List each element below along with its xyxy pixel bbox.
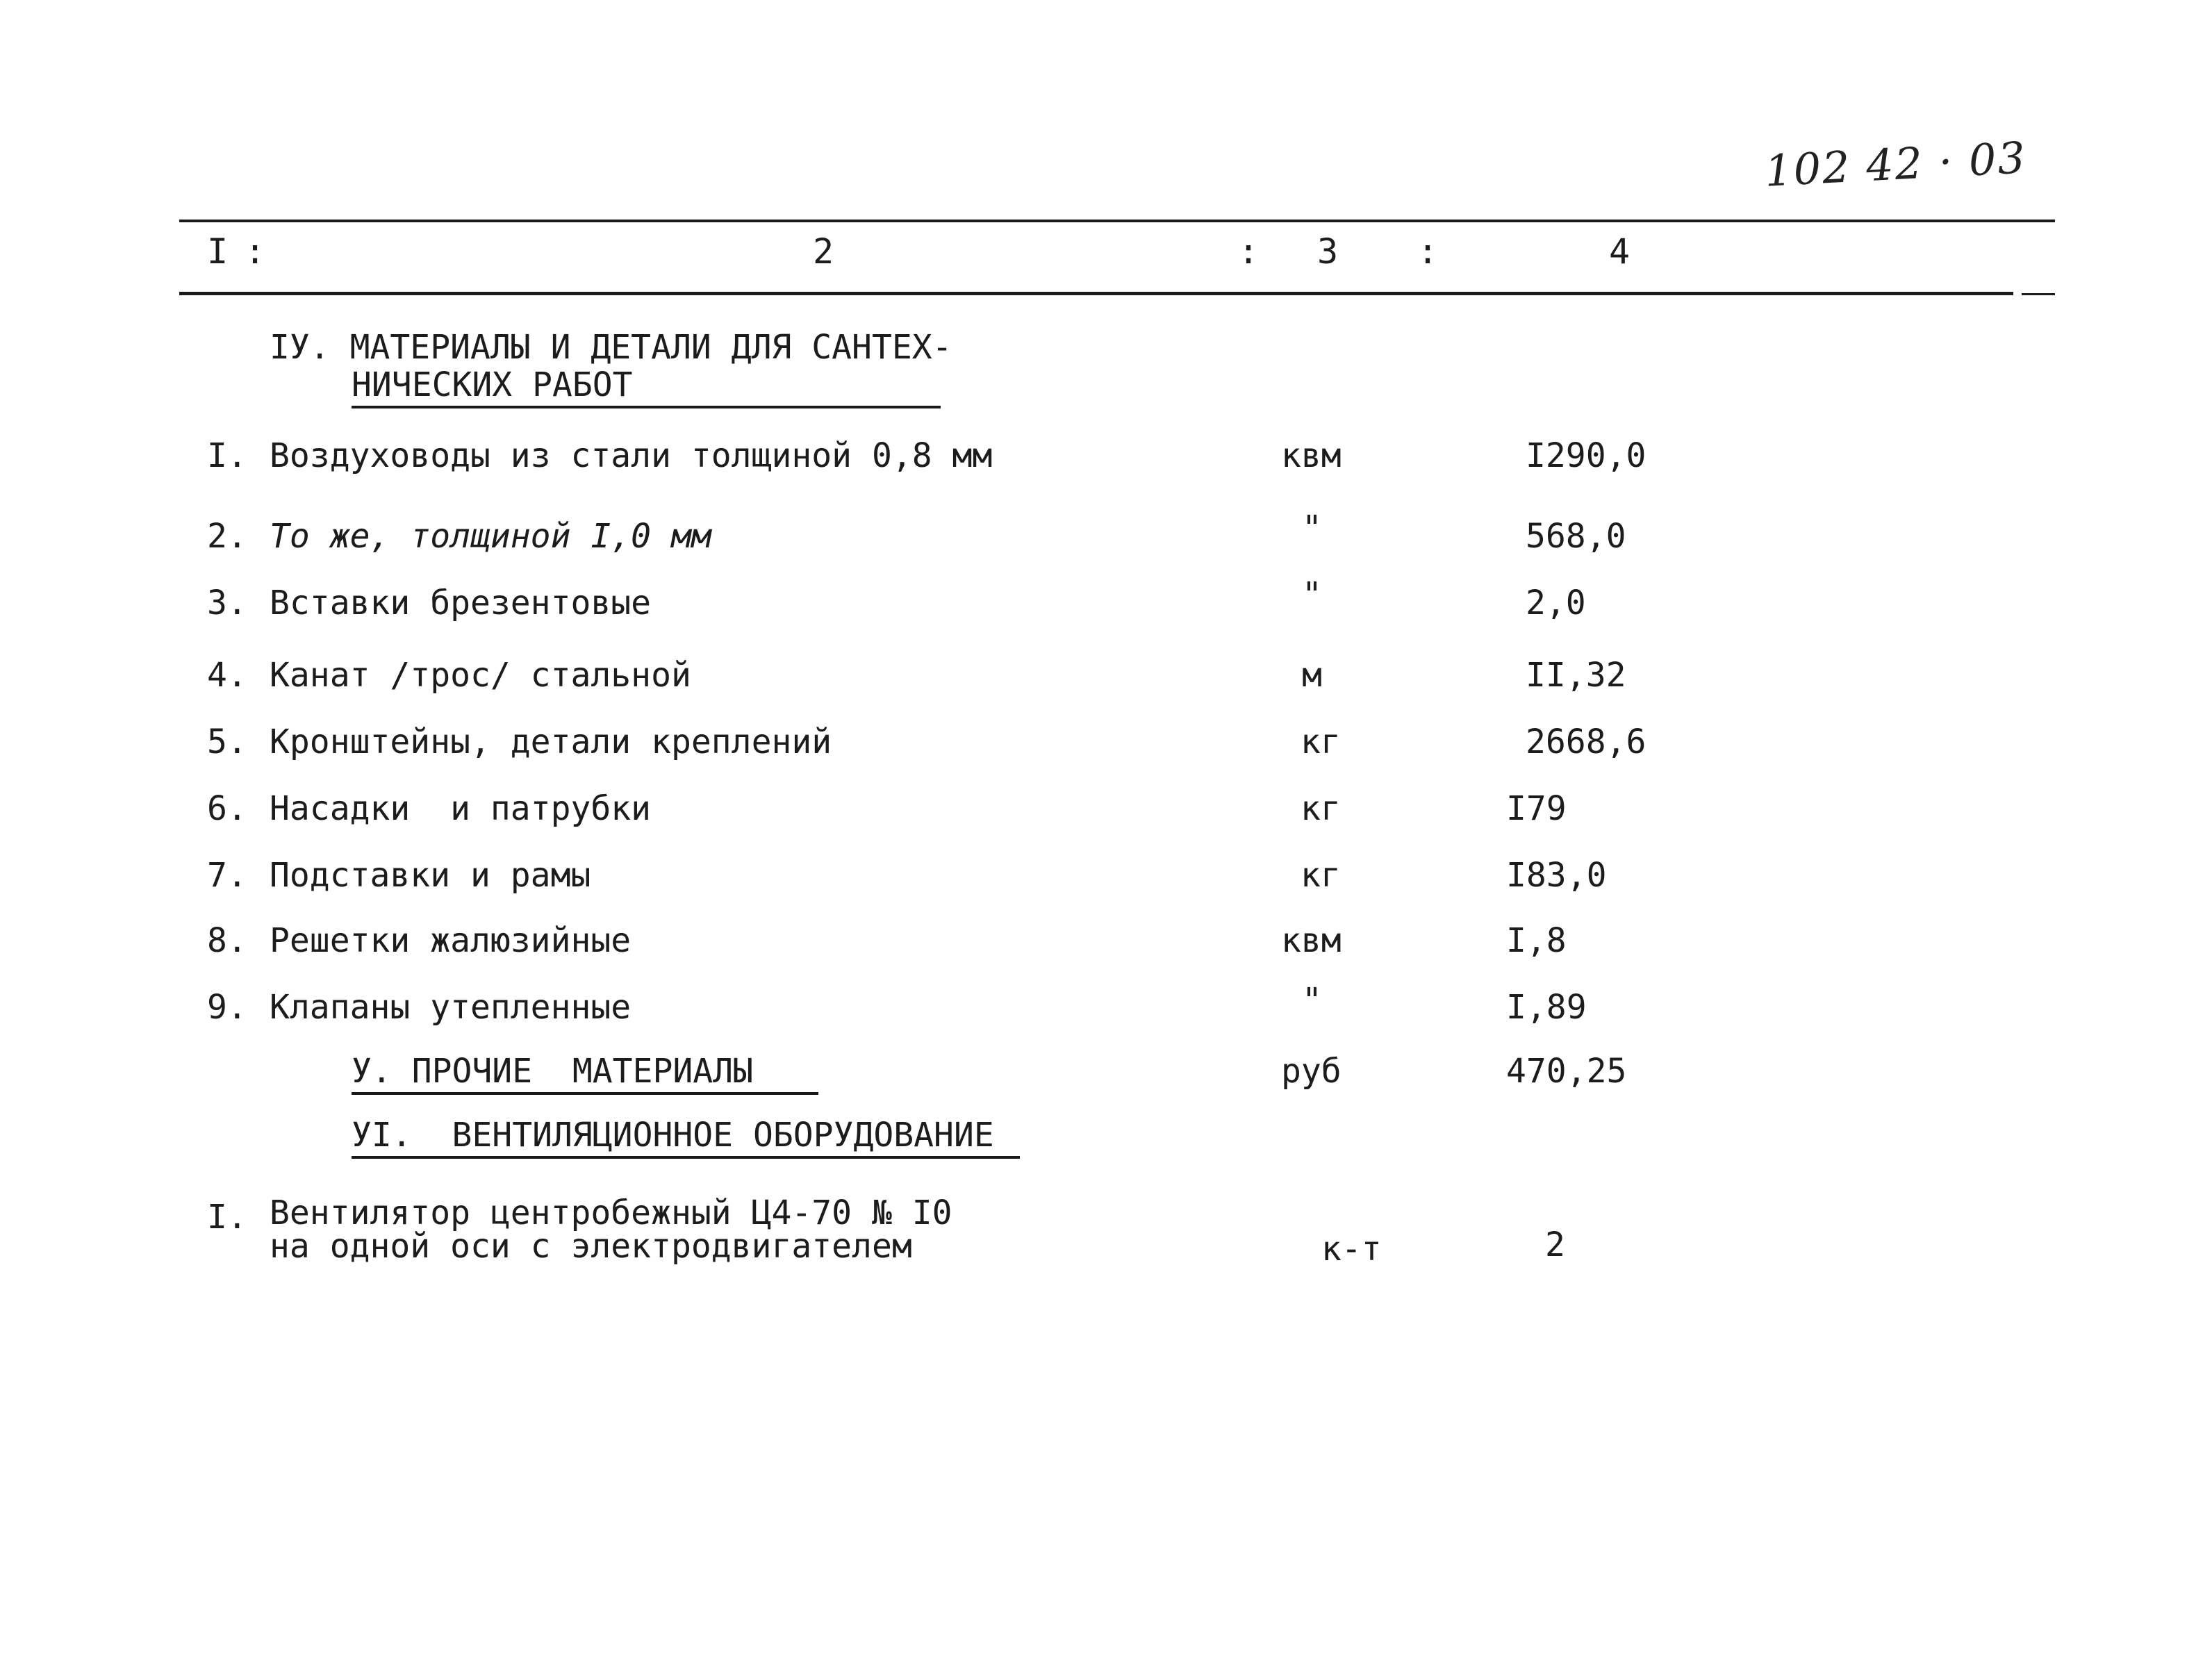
section-6-title: УI. ВЕНТИЛЯЦИОННОЕ ОБОРУДОВАНИЕ [352,1116,994,1155]
item-number: 6. [207,789,247,828]
item-quantity: I79 [1506,789,1567,828]
header-separator: : [245,231,266,272]
item-quantity: I83,0 [1506,856,1607,895]
item-number: I. [207,1198,247,1237]
item-number: 3. [207,584,247,622]
section-4-underline [352,406,941,408]
item-quantity: 2668,6 [1526,722,1646,761]
section-4-title-line1: IУ. МАТЕРИАЛЫ И ДЕТАЛИ ДЛЯ САНТЕХ- [270,328,952,367]
item-number: 4. [207,656,247,695]
item-unit: квм [1281,436,1342,475]
section-5-quantity: 470,25 [1506,1052,1627,1091]
item-name-line2: на одной оси с электродвигателем [270,1227,912,1266]
item-quantity: I,89 [1506,988,1587,1027]
section-5-title: У. ПРОЧИЕ МАТЕРИАЛЫ [352,1052,753,1091]
item-unit: " [1302,509,1322,547]
item-unit: " [1302,575,1322,614]
section-5-unit: руб [1281,1052,1342,1091]
item-name: То же, толщиной I,0 мм [270,517,711,556]
item-unit: " [1302,981,1322,1020]
item-name-line1: Вентилятор центробежный Ц4-70 № I0 [270,1193,952,1232]
item-number: 9. [207,988,247,1027]
item-name: Канат /трос/ стальной [270,656,691,695]
section-4-title-line2: НИЧЕСКИХ РАБОТ [352,365,633,404]
item-number: 5. [207,722,247,761]
header-col3: 3 [1317,231,1339,272]
item-unit: кг [1301,856,1341,895]
header-col4: 4 [1609,231,1631,272]
item-number: I. [207,436,247,475]
item-quantity: 2,0 [1526,584,1586,622]
item-name: Клапаны утепленные [270,988,632,1027]
item-number: 2. [207,517,247,556]
table-header-rule-tail [2022,293,2055,295]
item-name: Подставки и рамы [270,856,591,895]
section-5-underline [352,1092,818,1095]
item-number: 7. [207,856,247,895]
item-number: 8. [207,921,247,960]
item-quantity: I,8 [1506,921,1567,960]
header-separator: : [1417,231,1439,272]
item-name: Воздуховоды из стали толщиной 0,8 мм [270,436,993,475]
item-unit: квм [1281,921,1342,960]
item-quantity: 568,0 [1526,517,1626,556]
item-unit: к-т [1321,1230,1382,1269]
item-name: Решетки жалюзийные [270,921,632,960]
item-name: Насадки и патрубки [270,789,652,828]
document-number: 102 42 · 03 [1763,132,2028,197]
item-quantity: I290,0 [1526,436,1646,475]
table-header-rule [179,292,2013,295]
item-unit: кг [1301,722,1341,761]
table-top-rule [179,220,2055,222]
header-col1: I [207,231,229,272]
item-unit: кг [1301,789,1341,828]
header-separator: : [1238,231,1260,272]
item-name: Кронштейны, детали креплений [270,722,832,761]
header-col2: 2 [813,231,834,272]
item-name: Вставки брезентовые [270,584,652,622]
item-unit: м [1302,656,1322,695]
item-quantity: II,32 [1526,656,1626,695]
item-quantity: 2 [1545,1225,1565,1264]
section-6-underline [352,1156,1020,1159]
